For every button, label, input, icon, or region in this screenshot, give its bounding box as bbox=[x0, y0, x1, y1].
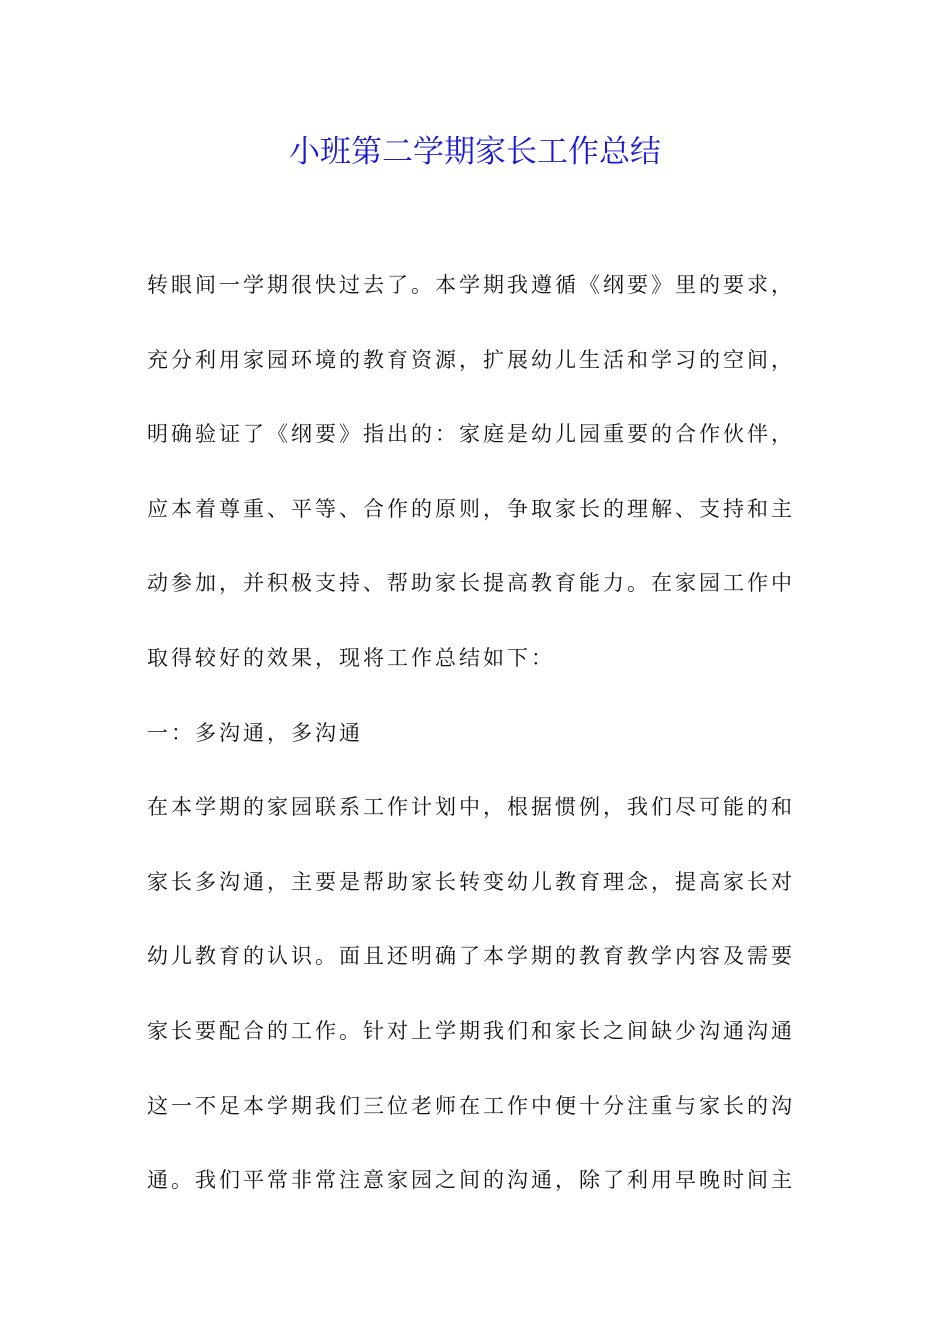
body-line: 幼儿教育的认识。面且还明确了本学期的教育教学内容及需要 bbox=[147, 944, 795, 969]
body-line: 动参加，并积极支持、帮助家长提高教育能力。在家园工作中 bbox=[147, 571, 795, 596]
document-title: 小班第二学期家长工作总结 bbox=[289, 134, 661, 170]
body-line: 应本着尊重、平等、合作的原则，争取家长的理解、支持和主 bbox=[147, 496, 795, 521]
body-line: 充分利用家园环境的教育资源，扩展幼儿生活和学习的空间， bbox=[147, 347, 795, 372]
body-line: 家长多沟通，主要是帮助家长转变幼儿教育理念，提高家长对 bbox=[147, 869, 795, 894]
body-line: 明确验证了《纲要》指出的：家庭是幼儿园重要的合作伙伴， bbox=[147, 422, 795, 447]
document-body bbox=[147, 263, 817, 1233]
body-line: 转眼间一学期很快过去了。本学期我遵循《纲要》里的要求， bbox=[147, 273, 795, 297]
body-line: 这一不足本学期我们三位老师在工作中便十分注重与家长的沟 bbox=[147, 1093, 795, 1118]
body-line: 在本学期的家园联系工作计划中，根据惯例，我们尽可能的和 bbox=[147, 795, 795, 820]
section-heading: 一：多沟通，多沟通 bbox=[147, 720, 363, 745]
body-line: 家长要配合的工作。针对上学期我们和家长之间缺少沟通沟通 bbox=[147, 1018, 795, 1043]
body-line: 通。我们平常非常注意家园之间的沟通，除了利用早晚时间主 bbox=[147, 1168, 795, 1193]
body-line: 取得较好的效果，现将工作总结如下： bbox=[147, 645, 555, 670]
